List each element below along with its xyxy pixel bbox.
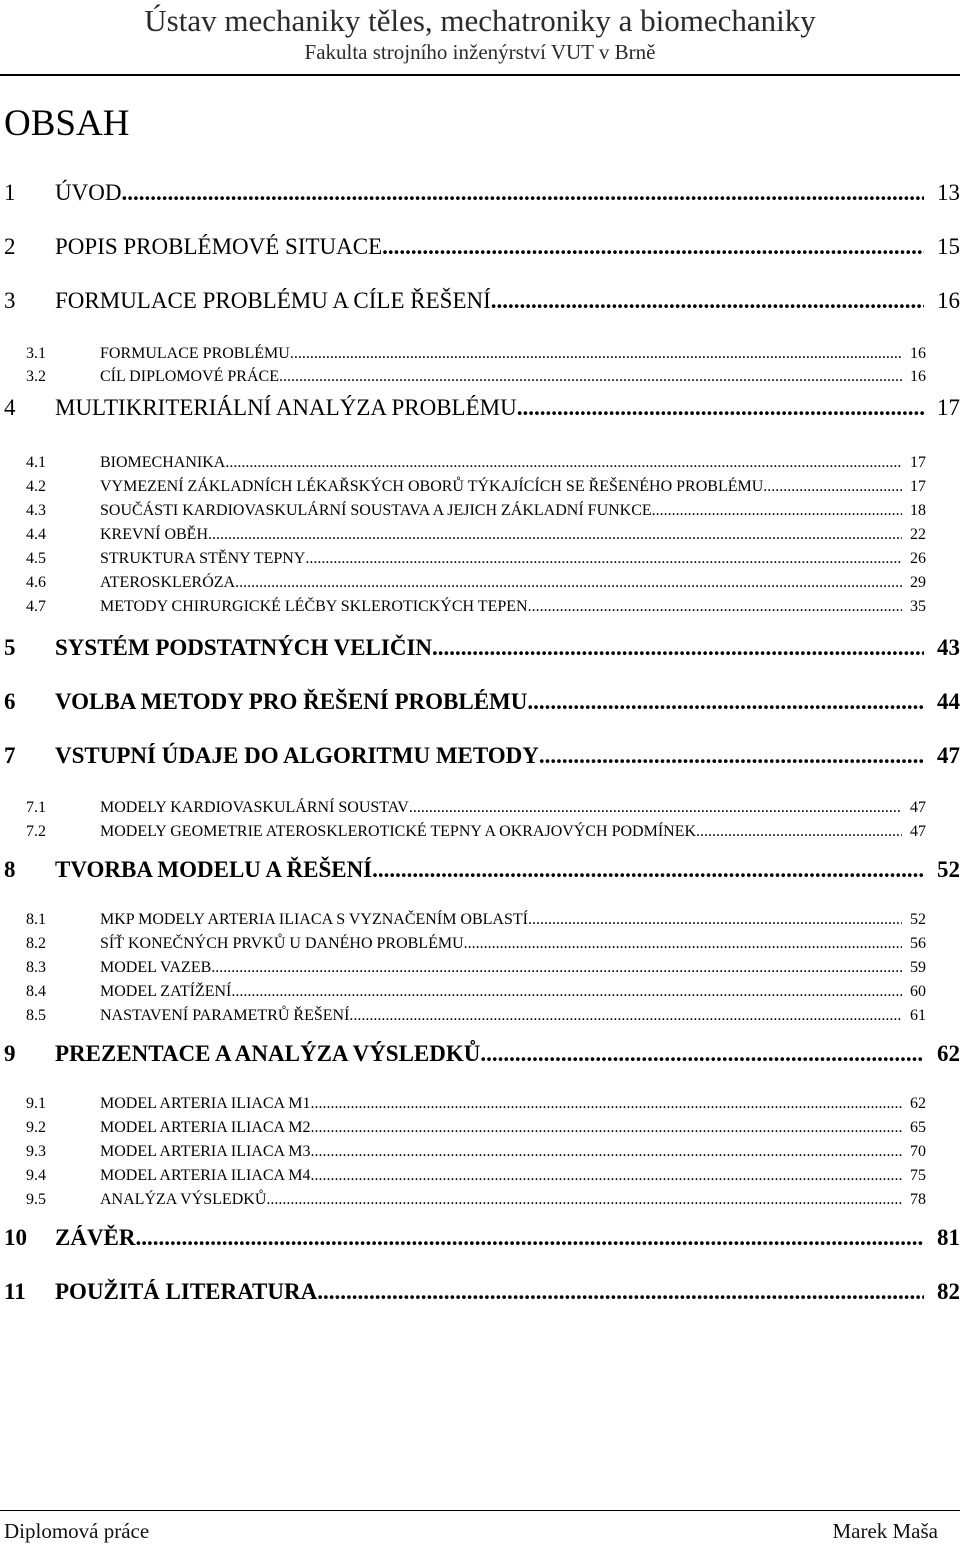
toc-leader-dots <box>763 477 902 497</box>
toc-entry-number: 2 <box>4 234 16 259</box>
toc-subentry-page: 59 <box>910 959 926 976</box>
toc-entry-page: 43 <box>937 635 960 660</box>
toc-subentry-page: 75 <box>910 1167 926 1184</box>
toc-leader-dots <box>121 179 924 207</box>
toc-subentry[interactable] <box>0 1118 926 1138</box>
institute-title: Ústav mechaniky těles, mechatroniky a biomechaniky <box>144 3 816 38</box>
toc-leader-dots <box>527 688 924 716</box>
toc-entry[interactable] <box>0 1224 960 1252</box>
toc-entry-page: 17 <box>937 395 960 420</box>
toc-subentry-title: MKP MODELY ARTERIA ILIACA S VYZNAČENÍM OBLASTÍ <box>100 911 528 928</box>
toc-subentry-number: 9.2 <box>26 1119 46 1136</box>
footer-divider <box>0 1510 960 1511</box>
toc-subentry[interactable] <box>0 982 926 1002</box>
toc-entry-page: 16 <box>937 288 960 313</box>
toc-subentry-title: ANALÝZA VÝSLEDKŮ <box>100 1191 267 1208</box>
toc-leader-dots <box>290 344 902 364</box>
toc-subentry-page: 52 <box>910 911 926 928</box>
toc-subentry[interactable] <box>0 367 926 387</box>
toc-subentry[interactable] <box>0 477 926 497</box>
toc-subentry-title: METODY CHIRURGICKÉ LÉČBY SKLEROTICKÝCH TEPEN <box>100 598 528 615</box>
toc-leader-dots <box>528 597 902 617</box>
toc-leader-dots <box>310 1094 902 1114</box>
toc-entry-page: 81 <box>937 1225 960 1250</box>
toc-leader-dots <box>652 501 902 521</box>
toc-leader-dots <box>136 1224 924 1252</box>
toc-entry-page: 15 <box>937 234 960 259</box>
toc-subentry-title: FORMULACE PROBLÉMU <box>100 345 290 362</box>
toc-subentry-number: 9.3 <box>26 1143 46 1160</box>
toc-entry-number: 10 <box>4 1225 27 1250</box>
toc-subentry[interactable] <box>0 501 926 521</box>
toc-entry-page: 52 <box>937 857 960 882</box>
toc-subentry-page: 17 <box>910 478 926 495</box>
toc-subentry-title: SÍŤ KONEČNÝCH PRVKŮ U DANÉHO PROBLÉMU <box>100 935 464 952</box>
toc-subentry[interactable] <box>0 910 926 930</box>
toc-entry-title: ZÁVĚR <box>55 1225 136 1250</box>
toc-leader-dots <box>528 910 902 930</box>
toc-leader-dots <box>310 1166 902 1186</box>
toc-subentry-page: 65 <box>910 1119 926 1136</box>
toc-subentry[interactable] <box>0 798 926 818</box>
toc-entry[interactable] <box>0 1040 960 1068</box>
toc-subentry-number: 4.2 <box>26 478 46 495</box>
toc-leader-dots <box>349 1006 902 1026</box>
toc-leader-dots <box>491 287 924 315</box>
toc-heading: OBSAH <box>4 103 130 144</box>
toc-leader-dots <box>464 934 902 954</box>
toc-entry-page: 82 <box>937 1279 960 1304</box>
toc-entry[interactable] <box>0 688 960 716</box>
toc-subentry-page: 56 <box>910 935 926 952</box>
toc-entry-number: 9 <box>4 1041 16 1066</box>
toc-subentry-page: 22 <box>910 526 926 543</box>
toc-subentry-title: STRUKTURA STĚNY TEPNY <box>100 550 306 567</box>
toc-leader-dots <box>382 233 924 261</box>
toc-subentry-page: 17 <box>910 454 926 471</box>
toc-subentry-page: 47 <box>910 823 926 840</box>
toc-subentry-title: NASTAVENÍ PARAMETRŮ ŘEŠENÍ <box>100 1007 350 1024</box>
toc-entry[interactable] <box>0 179 960 207</box>
toc-entry[interactable] <box>0 287 960 315</box>
toc-subentry-number: 4.3 <box>26 502 46 519</box>
toc-leader-dots <box>517 394 924 422</box>
toc-entry-number: 8 <box>4 857 16 882</box>
toc-subentry[interactable] <box>0 573 926 593</box>
toc-entry-number: 11 <box>4 1279 26 1304</box>
toc-subentry-page: 78 <box>910 1191 926 1208</box>
toc-subentry[interactable] <box>0 1094 926 1114</box>
toc-entry-number: 6 <box>4 689 16 714</box>
toc-entry-number: 5 <box>4 635 16 660</box>
toc-leader-dots <box>211 958 902 978</box>
toc-subentry-number: 3.1 <box>26 345 46 362</box>
toc-subentry-number: 4.4 <box>26 526 46 543</box>
faculty-subtitle: Fakulta strojního inženýrství VUT v Brně <box>304 40 656 64</box>
toc-subentry-title: MODEL VAZEB <box>100 959 212 976</box>
toc-entry-number: 7 <box>4 743 16 768</box>
page-header <box>0 2 960 64</box>
toc-entry-page: 47 <box>937 743 960 768</box>
toc-subentry[interactable] <box>0 525 926 545</box>
toc-entry-number: 4 <box>4 395 16 420</box>
toc-subentry-number: 7.2 <box>26 823 46 840</box>
toc-subentry-title: BIOMECHANIKA <box>100 454 226 471</box>
toc-subentry-number: 9.5 <box>26 1191 46 1208</box>
toc-subentry-page: 16 <box>910 345 926 362</box>
toc-entry[interactable] <box>0 742 960 770</box>
author-name: Marek Maša <box>832 1519 938 1543</box>
toc-entry[interactable] <box>0 394 960 422</box>
toc-subentry-number: 3.2 <box>26 368 46 385</box>
header-divider <box>0 74 960 76</box>
toc-subentry-title: VYMEZENÍ ZÁKLADNÍCH LÉKAŘSKÝCH OBORŮ TÝKAJÍCÍCH SE ŘEŠENÉHO PROBLÉMU <box>100 478 764 495</box>
toc-entry[interactable] <box>0 233 960 261</box>
toc-leader-dots <box>432 634 924 662</box>
toc-leader-dots <box>235 573 902 593</box>
toc-subentry[interactable] <box>0 1142 926 1162</box>
toc-leader-dots <box>266 1190 902 1210</box>
toc-leader-dots <box>539 742 924 770</box>
toc-subentry[interactable] <box>0 597 926 617</box>
toc-leader-dots <box>279 367 902 387</box>
toc-subentry-number: 8.4 <box>26 983 46 1000</box>
toc-subentry-number: 4.6 <box>26 574 46 591</box>
toc-subentry[interactable] <box>0 1006 926 1026</box>
toc-entry-title: VOLBA METODY PRO ŘEŠENÍ PROBLÉMU <box>55 689 528 714</box>
toc-entry-number: 3 <box>4 288 16 313</box>
toc-entry-number: 1 <box>4 180 16 205</box>
toc-entry-page: 13 <box>937 180 960 205</box>
toc-entry-title: ÚVOD <box>55 180 122 205</box>
toc-subentry[interactable] <box>0 934 926 954</box>
toc-subentry-number: 9.4 <box>26 1167 46 1184</box>
toc-leader-dots <box>231 982 902 1002</box>
toc-subentry-page: 26 <box>910 550 926 567</box>
toc-leader-dots <box>317 1278 924 1306</box>
toc-subentry-title: CÍL DIPLOMOVÉ PRÁCE <box>100 368 279 385</box>
toc-subentry-page: 18 <box>910 502 926 519</box>
toc-entry-title: POUŽITÁ LITERATURA <box>55 1279 318 1304</box>
toc-subentry-page: 47 <box>910 799 926 816</box>
toc-subentry-number: 8.3 <box>26 959 46 976</box>
toc-subentry[interactable] <box>0 822 926 842</box>
toc-subentry-title: MODEL ARTERIA ILIACA M1 <box>100 1095 311 1112</box>
toc-entry-title: POPIS PROBLÉMOVÉ SITUACE <box>55 234 383 259</box>
toc-subentry[interactable] <box>0 549 926 569</box>
toc-subentry-page: 16 <box>910 368 926 385</box>
toc-leader-dots <box>305 549 902 569</box>
toc-subentry-page: 62 <box>910 1095 926 1112</box>
toc-subentry-page: 61 <box>910 1007 926 1024</box>
toc-leader-dots <box>372 856 924 884</box>
toc-entry-page: 62 <box>937 1041 960 1066</box>
toc-subentry-page: 29 <box>910 574 926 591</box>
toc-leader-dots <box>225 453 902 473</box>
toc-subentry-number: 8.1 <box>26 911 46 928</box>
toc-subentry-page: 70 <box>910 1143 926 1160</box>
toc-leader-dots <box>208 525 902 545</box>
toc-subentry-number: 7.1 <box>26 799 46 816</box>
toc-subentry-page: 60 <box>910 983 926 1000</box>
toc-subentry[interactable] <box>0 453 926 473</box>
toc-leader-dots <box>696 822 902 842</box>
toc-subentry-title: MODEL ARTERIA ILIACA M4 <box>100 1167 311 1184</box>
toc-subentry-number: 8.5 <box>26 1007 46 1024</box>
toc-subentry[interactable] <box>0 1166 926 1186</box>
toc-subentry-title: ATEROSKLERÓZA <box>100 574 236 591</box>
toc-subentry-title: MODEL ARTERIA ILIACA M2 <box>100 1119 311 1136</box>
toc-subentry-number: 4.1 <box>26 454 46 471</box>
toc-subentry[interactable] <box>0 958 926 978</box>
toc-subentry-title: MODELY GEOMETRIE ATEROSKLEROTICKÉ TEPNY A OKRAJOVÝCH PODMÍNEK <box>100 823 697 840</box>
toc-subentry-title: MODEL ARTERIA ILIACA M3 <box>100 1143 311 1160</box>
toc-subentry-number: 4.7 <box>26 598 46 615</box>
toc-entry-title: VSTUPNÍ ÚDAJE DO ALGORITMU METODY <box>55 743 539 768</box>
toc-leader-dots <box>310 1142 902 1162</box>
toc-subentry-number: 8.2 <box>26 935 46 952</box>
toc-subentry-number: 4.5 <box>26 550 46 567</box>
toc-subentry-title: MODEL ZATÍŽENÍ <box>100 983 232 1000</box>
toc-entry-title: PREZENTACE A ANALÝZA VÝSLEDKŮ <box>55 1041 481 1066</box>
toc-leader-dots <box>409 798 902 818</box>
toc-entry-title: FORMULACE PROBLÉMU A CÍLE ŘEŠENÍ <box>55 288 491 313</box>
toc-subentry-title: MODELY KARDIOVASKULÁRNÍ SOUSTAV <box>100 799 409 816</box>
document-type: Diplomová práce <box>4 1519 150 1543</box>
toc-subentry[interactable] <box>0 344 926 364</box>
toc-entry[interactable] <box>0 634 960 662</box>
toc-entry[interactable] <box>0 1278 960 1306</box>
toc-entry-title: MULTIKRITERIÁLNÍ ANALÝZA PROBLÉMU <box>55 395 517 420</box>
toc-subentry-title: KREVNÍ OBĚH <box>100 526 208 543</box>
toc-subentry-page: 35 <box>910 598 926 615</box>
toc-entry-page: 44 <box>937 689 960 714</box>
toc-entry-title: TVORBA MODELU A ŘEŠENÍ <box>55 857 373 882</box>
toc-entry-title: SYSTÉM PODSTATNÝCH VELIČIN <box>55 635 433 660</box>
toc-entry[interactable] <box>0 856 960 884</box>
toc-leader-dots <box>480 1040 924 1068</box>
toc-leader-dots <box>310 1118 902 1138</box>
toc-subentry-title: SOUČÁSTI KARDIOVASKULÁRNÍ SOUSTAVA A JEJICH ZÁKLADNÍ FUNKCE <box>100 502 652 519</box>
toc-subentry[interactable] <box>0 1190 926 1210</box>
toc-subentry-number: 9.1 <box>26 1095 46 1112</box>
